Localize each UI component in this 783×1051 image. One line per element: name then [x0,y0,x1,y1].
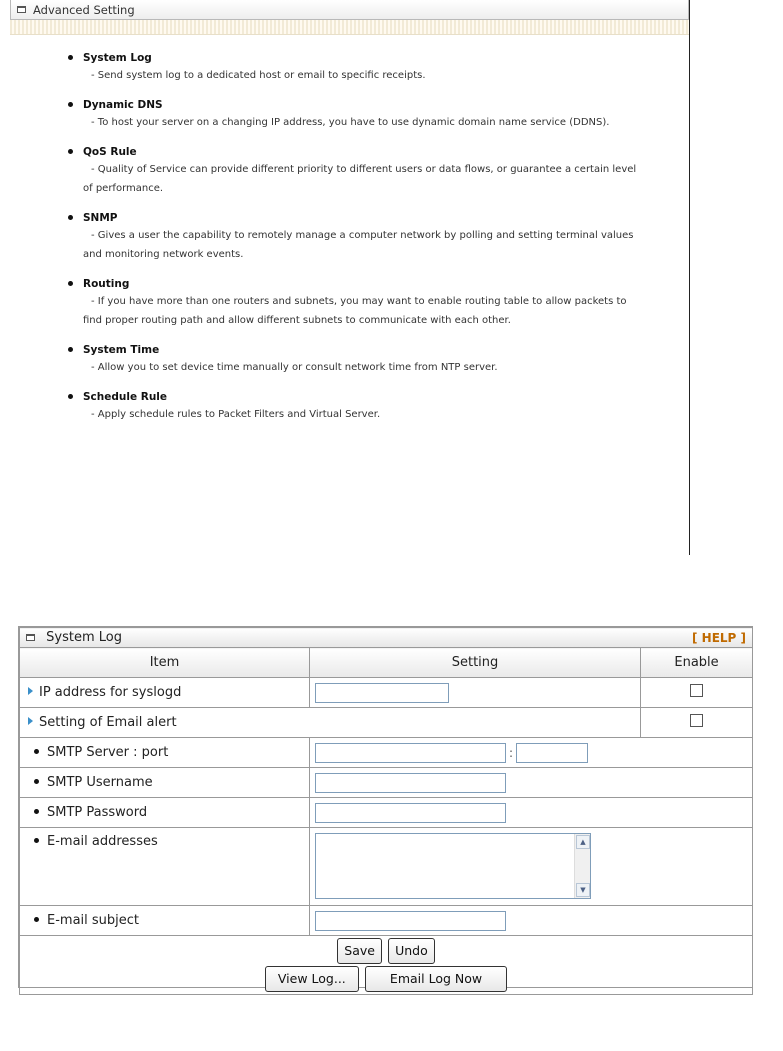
feature-desc-dynamic-dns: - To host your server on a changing IP address, you have to use dynamic domain name service (DDNS). [91,117,610,128]
system-log-title: System Log [46,630,122,645]
email-log-now-button[interactable]: Email Log Now [365,966,507,992]
email-addresses-label: E-mail addresses [47,834,158,849]
bullet-icon [34,749,39,754]
advanced-feature-list [10,50,680,436]
smtp-password-input[interactable] [315,803,506,823]
column-header-row [20,648,753,678]
feature-title-qos-rule: QoS Rule [83,146,137,158]
email-subject-input[interactable] [315,911,506,931]
list-item [10,144,680,198]
bullet-icon [34,809,39,814]
panel-icon [26,634,35,641]
column-header-item: Item [20,648,310,678]
bullet-icon [34,917,39,922]
feature-title-dynamic-dns: Dynamic DNS [83,99,163,111]
list-item [10,50,680,85]
feature-title-system-log: System Log [83,52,152,64]
email-alert-enable-checkbox[interactable] [690,714,703,727]
feature-title-system-time: System Time [83,344,160,356]
textarea-scrollbar[interactable] [574,834,590,898]
list-item [10,97,680,132]
column-header-setting: Setting [310,648,641,678]
smtp-server-label: SMTP Server : port [47,745,169,760]
column-header-enable: Enable [641,648,753,678]
smtp-password-label: SMTP Password [47,805,148,820]
advanced-setting-panel [10,0,690,555]
save-button[interactable]: Save [337,938,382,964]
help-link[interactable]: [ HELP ] [692,630,747,645]
panel-icon [17,6,26,13]
table-row [20,708,753,738]
triangle-right-icon [28,717,33,725]
system-log-table [19,627,753,995]
scroll-up-icon[interactable]: ▲ [576,835,590,849]
ip-syslogd-label: IP address for syslogd [39,685,182,700]
bullet-icon [34,838,39,843]
header-decoration-stripe [10,20,689,35]
system-log-header-row [20,628,753,648]
syslogd-ip-input[interactable] [315,683,449,703]
table-row [20,678,753,708]
feature-desc-routing: - If you have more than one routers and subnets, you may want to enable routing table to allow packets to find proper routing path and allow different subnets to communicate with each other. [83,296,627,326]
list-item [10,389,680,424]
port-separator: : [508,745,514,760]
smtp-username-label: SMTP Username [47,775,153,790]
smtp-port-input[interactable] [516,743,588,763]
email-alert-label: Setting of Email alert [39,715,177,730]
advanced-setting-title: Advanced Setting [33,2,135,17]
email-addresses-textarea[interactable] [315,833,591,899]
triangle-right-icon [28,687,33,695]
advanced-setting-header [10,0,689,20]
undo-button[interactable]: Undo [388,938,435,964]
table-row [20,906,753,936]
system-log-panel [18,626,753,988]
feature-title-snmp: SNMP [83,212,118,224]
button-row [20,936,753,995]
smtp-username-input[interactable] [315,773,506,793]
feature-desc-snmp: - Gives a user the capability to remotely manage a computer network by polling and setting terminal values and monitoring network events. [83,230,634,260]
list-item [10,342,680,377]
scroll-down-icon[interactable]: ▼ [576,883,590,897]
list-item [10,276,680,330]
table-row [20,828,753,906]
feature-title-schedule-rule: Schedule Rule [83,391,168,403]
view-log-button[interactable]: View Log... [265,966,359,992]
bullet-icon [34,779,39,784]
list-item [10,210,680,264]
feature-desc-system-time: - Allow you to set device time manually or consult network time from NTP server. [91,362,498,373]
feature-desc-qos-rule: - Quality of Service can provide different priority to different users or data flows, or guarantee a certain level of performance. [83,164,637,194]
table-row [20,798,753,828]
table-row [20,768,753,798]
smtp-server-input[interactable] [315,743,506,763]
email-subject-label: E-mail subject [47,913,140,928]
syslogd-enable-checkbox[interactable] [690,684,703,697]
feature-desc-system-log: - Send system log to a dedicated host or email to specific receipts. [91,70,426,81]
feature-desc-schedule-rule: - Apply schedule rules to Packet Filters and Virtual Server. [91,409,381,420]
table-row [20,738,753,768]
feature-title-routing: Routing [83,278,130,290]
